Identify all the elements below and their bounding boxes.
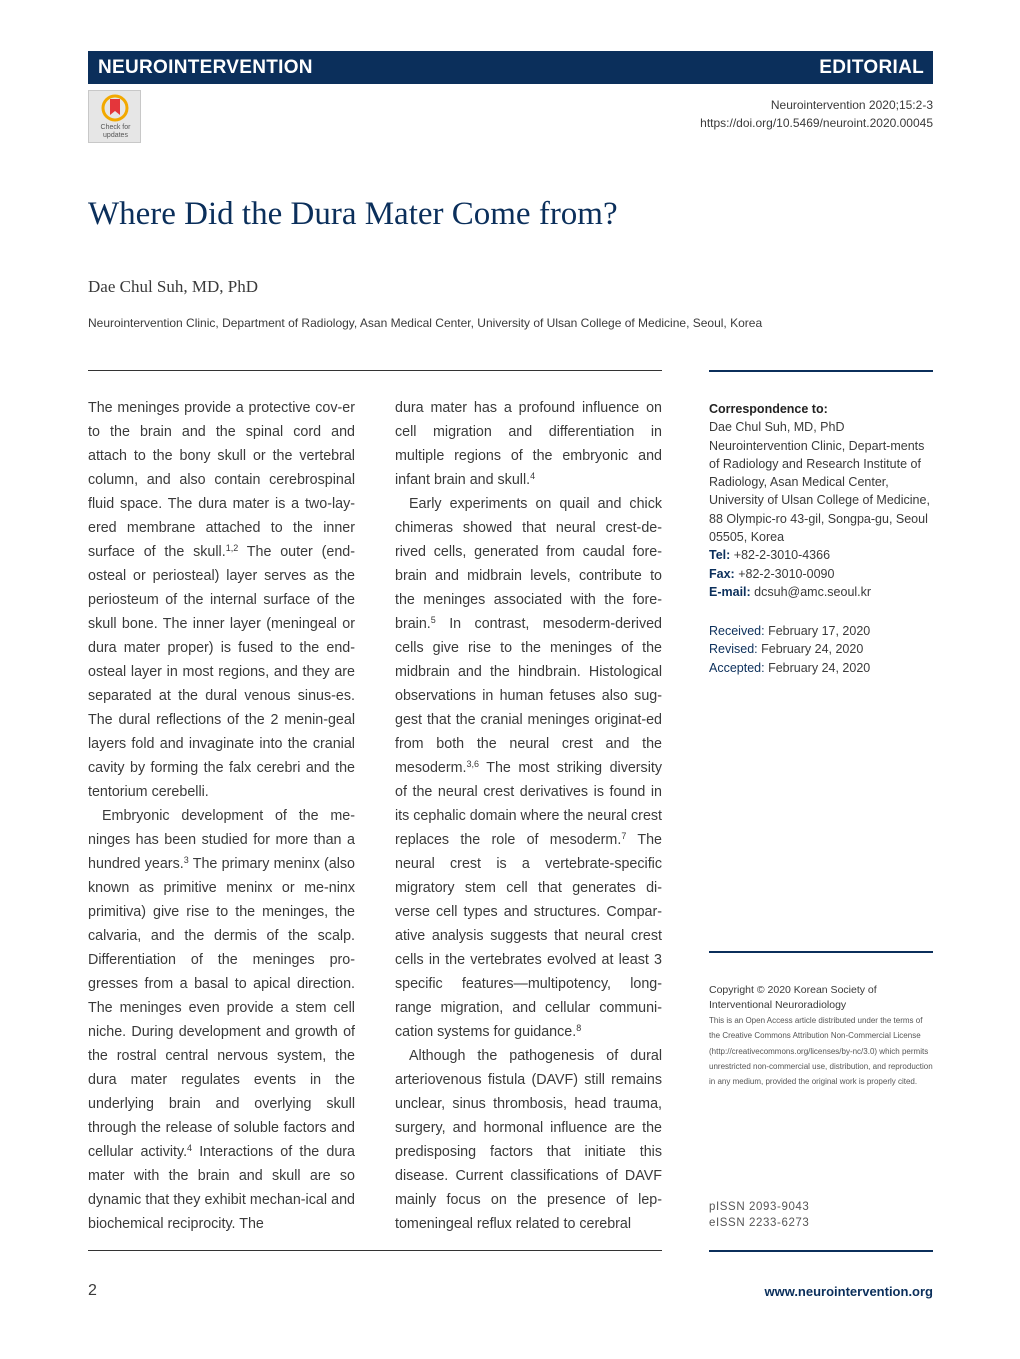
journal-citation: Neurointervention 2020;15:2-3 xyxy=(770,98,933,112)
reference-3-6: 3,6 xyxy=(466,759,480,769)
author-name: Dae Chul Suh, MD, PhD xyxy=(88,277,259,296)
badge-text-line2: updates xyxy=(103,132,128,139)
copyright-line-1: Copyright © 2020 Korean Society of xyxy=(709,984,877,996)
email-link[interactable]: dcsuh@amc.seoul.kr xyxy=(754,584,872,599)
reference-1-2: 1,2 xyxy=(225,543,239,553)
body-top-rule xyxy=(88,370,662,371)
paragraph-3: dura mater has a profound influence on cell migration and differentiation in multiple regions of the embryonic and infant brain and skull.$^4$ xyxy=(395,400,662,488)
license-text: This is an Open Access article distributed under the terms of the Creative Commons Attribution Non-Commercial License (http://creativecommons.org/licenses/by-nc/3.0) which permits unrestricted non-commercial use, distribution, and reproduction in any medium, provided the original work is properly cited. xyxy=(709,1016,933,1087)
issn-block xyxy=(709,1199,933,1231)
copyright-block xyxy=(709,983,933,1089)
reference-4: 4 xyxy=(187,1143,193,1153)
body-column-1 xyxy=(88,396,355,1236)
bookmark-icon xyxy=(101,94,129,124)
reference-3: 3 xyxy=(183,855,189,865)
sidebar-top-rule xyxy=(709,370,933,372)
fax: Fax: +82-2-3010-0090 xyxy=(709,566,835,581)
correspondence-block xyxy=(709,400,933,601)
paragraph-5: Although the pathogenesis of dural arteriovenous fistula (DAVF) still remains unclear, sinus thrombosis, head trauma, surgery, and hormonal influence are the predisposing factors that initiate this disease. Current classifications of DAVF mainly focus on the presence of lep-tomeningeal reflux related to cerebral xyxy=(395,1048,662,1232)
reference-8: 8 xyxy=(576,1023,582,1033)
telephone: Tel: +82-2-3010-4366 xyxy=(709,548,831,563)
correspondence-name: Dae Chul Suh, MD, PhD xyxy=(709,420,845,435)
journal-name: NEUROINTERVENTION xyxy=(98,57,313,78)
body-column-2 xyxy=(395,396,662,1236)
paragraph-4: Early experiments on quail and chick chimeras showed that neural crest-de-rived cells, generated from caudal fore-brain and midbrain levels, contribute to the meninges associated with the fore-brain.$^5$ In contrast, mesoderm-derived cells give rise to the meninges of the midbrain and the hindbrain. Histological observations in human fetuses also sug-gest that the cranial meninges originat-ed from both the neural crest and the mesoderm.$^{3,6}$ The most striking diversity of the neural crest derivatives is found in its cephalic domain where the neural crest replaces the role of mesoderm.$^7$ The neural crest is a vertebrate-specific migratory stem cell that generates di-verse cell types and structures. Compar-ative analysis suggests that neural crest cells in the vertebrates evolved at least 3 specific features—multipotency, long-range migration, and cellular communi-cation systems for guidance.$^8$ xyxy=(395,496,663,1040)
correspondence-address: Neurointervention Clinic, Depart-ments of Radiology and Research Institute of Radiology, Asan Medical Center, University of Ulsan College of Medicine, 88 Olympic-ro 43-gil, Songpa-gu, Seoul 05505, Korea xyxy=(709,438,930,545)
journal-banner xyxy=(88,51,933,84)
reference-7: 7 xyxy=(621,831,627,841)
paragraph-2: Embryonic development of the me-ninges has been studied for more than a hundred years.$^3$ The primary meninx (also known as primitive meninx or me-ninx primitiva) give rise to the meninges, the calvaria, and the dermis of the scalp. Differentiation of the meninges pro-gresses from a basal to apical direction. The meninges even provide a stem cell niche. During development and growth of the rostral central nervous system, the dura mater regulates events in the underlying brain and overlying skull through the release of soluble factors and cellular activity.$^4$ Interactions of the dura mater with the brain and skull are so dynamic that they exhibit mechan-ical and biochemical reciprocity. The xyxy=(88,808,355,1232)
badge-text-line1: Check for xyxy=(100,124,131,131)
correspondence-heading: Correspondence to: xyxy=(709,402,828,416)
email: E-mail: dcsuh@amc.seoul.kr xyxy=(709,584,872,599)
revised-date: Revised: February 24, 2020 xyxy=(709,642,864,657)
article-title: Where Did the Dura Mater Come from? xyxy=(88,196,618,232)
author-affiliation: Neurointervention Clinic, Department of Radiology, Asan Medical Center, University of Ulsan College of Medicine, Seoul, Korea xyxy=(88,316,763,330)
sidebar-bottom-rule xyxy=(709,1250,933,1252)
copyright-rule xyxy=(709,951,933,953)
received-date: Received: February 17, 2020 xyxy=(709,624,871,638)
reference-5: 5 xyxy=(430,615,436,625)
page-number: 2 xyxy=(88,1282,97,1299)
accepted-date: Accepted: February 24, 2020 xyxy=(709,660,871,675)
reference-4b: 4 xyxy=(530,471,536,481)
paragraph-1: The meninges provide a protective cov-er to the brain and the spinal cord and attach to the bony skull or the vertebral column, and also contain cerebrospinal fluid space. The dura mater is a two-lay-ered membrane attached to the inner surface of the skull.$^{1,2}$ The outer (end-osteal or periosteal) layer serves as the periosteum of the internal surface of the skull bone. The inner layer (meningeal or dura mater proper) is fused to the end-osteal layer in most regions, and they are separated at the dural venous sinus-es. The dural reflections of the 2 menin-geal layers fold and invaginate into the cranial cavity by forming the falx cerebri and the tentorium cerebelli. xyxy=(88,400,355,800)
electronic-issn: eISSN 2233-6273 xyxy=(709,1217,810,1229)
copyright-line-2: Interventional Neuroradiology xyxy=(709,999,847,1011)
journal-website-link[interactable]: www.neurointervention.org xyxy=(764,1284,933,1299)
article-dates xyxy=(709,622,933,677)
article-type: EDITORIAL xyxy=(819,57,924,78)
doi-link[interactable]: https://doi.org/10.5469/neuroint.2020.00045 xyxy=(700,116,933,130)
body-bottom-rule xyxy=(88,1250,662,1251)
check-for-updates-badge[interactable] xyxy=(88,90,141,143)
citation-block xyxy=(700,96,933,132)
print-issn: pISSN 2093-9043 xyxy=(709,1201,810,1213)
